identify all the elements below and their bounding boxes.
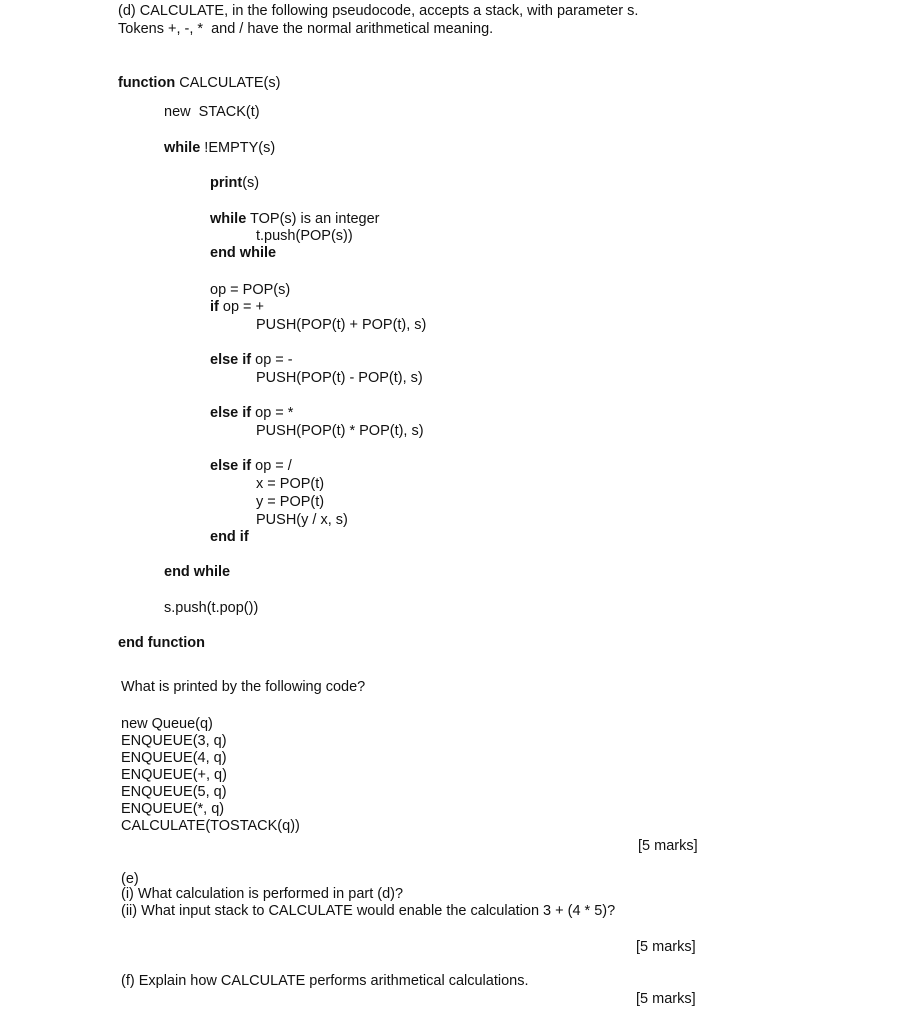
op-assign-line: op = POP(s) xyxy=(210,282,291,298)
while-inner-keyword: while xyxy=(210,211,247,227)
part-e-q1: (i) What calculation is performed in part (d)? xyxy=(121,886,404,902)
marks-d: [5 marks] xyxy=(638,838,698,854)
queue-line-1: new Queue(q) xyxy=(121,716,213,732)
marks-e: [5 marks] xyxy=(636,939,696,955)
while-keyword: while xyxy=(164,140,201,156)
elseif-keyword-1: else if xyxy=(210,352,252,368)
elseif-keyword-3: else if xyxy=(210,458,252,474)
while-inner-line xyxy=(210,211,380,228)
print-argument: (s) xyxy=(242,175,260,191)
intro-line-2: Tokens +, -, * and / have the normal arithmetical meaning. xyxy=(118,21,494,37)
push-times-line: PUSH(POP(t) * POP(t), s) xyxy=(256,423,424,439)
queue-line-4: ENQUEUE(+, q) xyxy=(121,767,227,783)
elseif-condition-1: op = - xyxy=(251,352,293,368)
spush-line: s.push(t.pop()) xyxy=(164,600,259,616)
queue-line-6: ENQUEUE(*, q) xyxy=(121,801,225,817)
elseif-times-line xyxy=(210,405,293,422)
part-e-label: (e) xyxy=(121,871,139,887)
y-assign-line: y = POP(t) xyxy=(256,494,325,510)
tpush-line: t.push(POP(s)) xyxy=(256,228,353,244)
function-header xyxy=(118,75,280,92)
intro-line-1: (d) CALCULATE, in the following pseudocode, accepts a stack, with parameter s. xyxy=(118,3,639,19)
end-while-inner: end while xyxy=(210,245,277,261)
print-line xyxy=(210,175,259,192)
function-name: CALCULATE(s) xyxy=(175,75,281,91)
print-keyword: print xyxy=(210,175,243,191)
push-div-line: PUSH(y / x, s) xyxy=(256,512,348,528)
part-e-q2: (ii) What input stack to CALCULATE would enable the calculation 3 + (4 * 5)? xyxy=(121,903,616,919)
elseif-keyword-2: else if xyxy=(210,405,252,421)
queue-line-2: ENQUEUE(3, q) xyxy=(121,733,227,749)
question-prompt: What is printed by the following code? xyxy=(121,679,366,695)
queue-line-5: ENQUEUE(5, q) xyxy=(121,784,227,800)
push-plus-line: PUSH(POP(t) + POP(t), s) xyxy=(256,317,427,333)
marks-f: [5 marks] xyxy=(636,991,696,1007)
while-condition: !EMPTY(s) xyxy=(200,140,276,156)
elseif-minus-line xyxy=(210,352,293,369)
end-if: end if xyxy=(210,529,249,545)
while-inner-condition: TOP(s) is an integer xyxy=(246,211,380,227)
end-function: end function xyxy=(118,635,205,651)
queue-line-7: CALCULATE(TOSTACK(q)) xyxy=(121,818,300,834)
if-line xyxy=(210,299,264,316)
part-f-question: (f) Explain how CALCULATE performs arithmetical calculations. xyxy=(121,973,529,989)
end-while-outer: end while xyxy=(164,564,231,580)
while-outer-line xyxy=(164,140,275,157)
elseif-div-line xyxy=(210,458,292,475)
elseif-condition-2: op = * xyxy=(251,405,294,421)
new-stack-line: new STACK(t) xyxy=(164,104,260,120)
push-minus-line: PUSH(POP(t) - POP(t), s) xyxy=(256,370,423,386)
if-condition: op = + xyxy=(218,299,265,315)
x-assign-line: x = POP(t) xyxy=(256,476,325,492)
if-keyword: if xyxy=(210,299,219,315)
elseif-condition-3: op = / xyxy=(251,458,292,474)
queue-line-3: ENQUEUE(4, q) xyxy=(121,750,227,766)
function-keyword: function xyxy=(118,75,176,91)
